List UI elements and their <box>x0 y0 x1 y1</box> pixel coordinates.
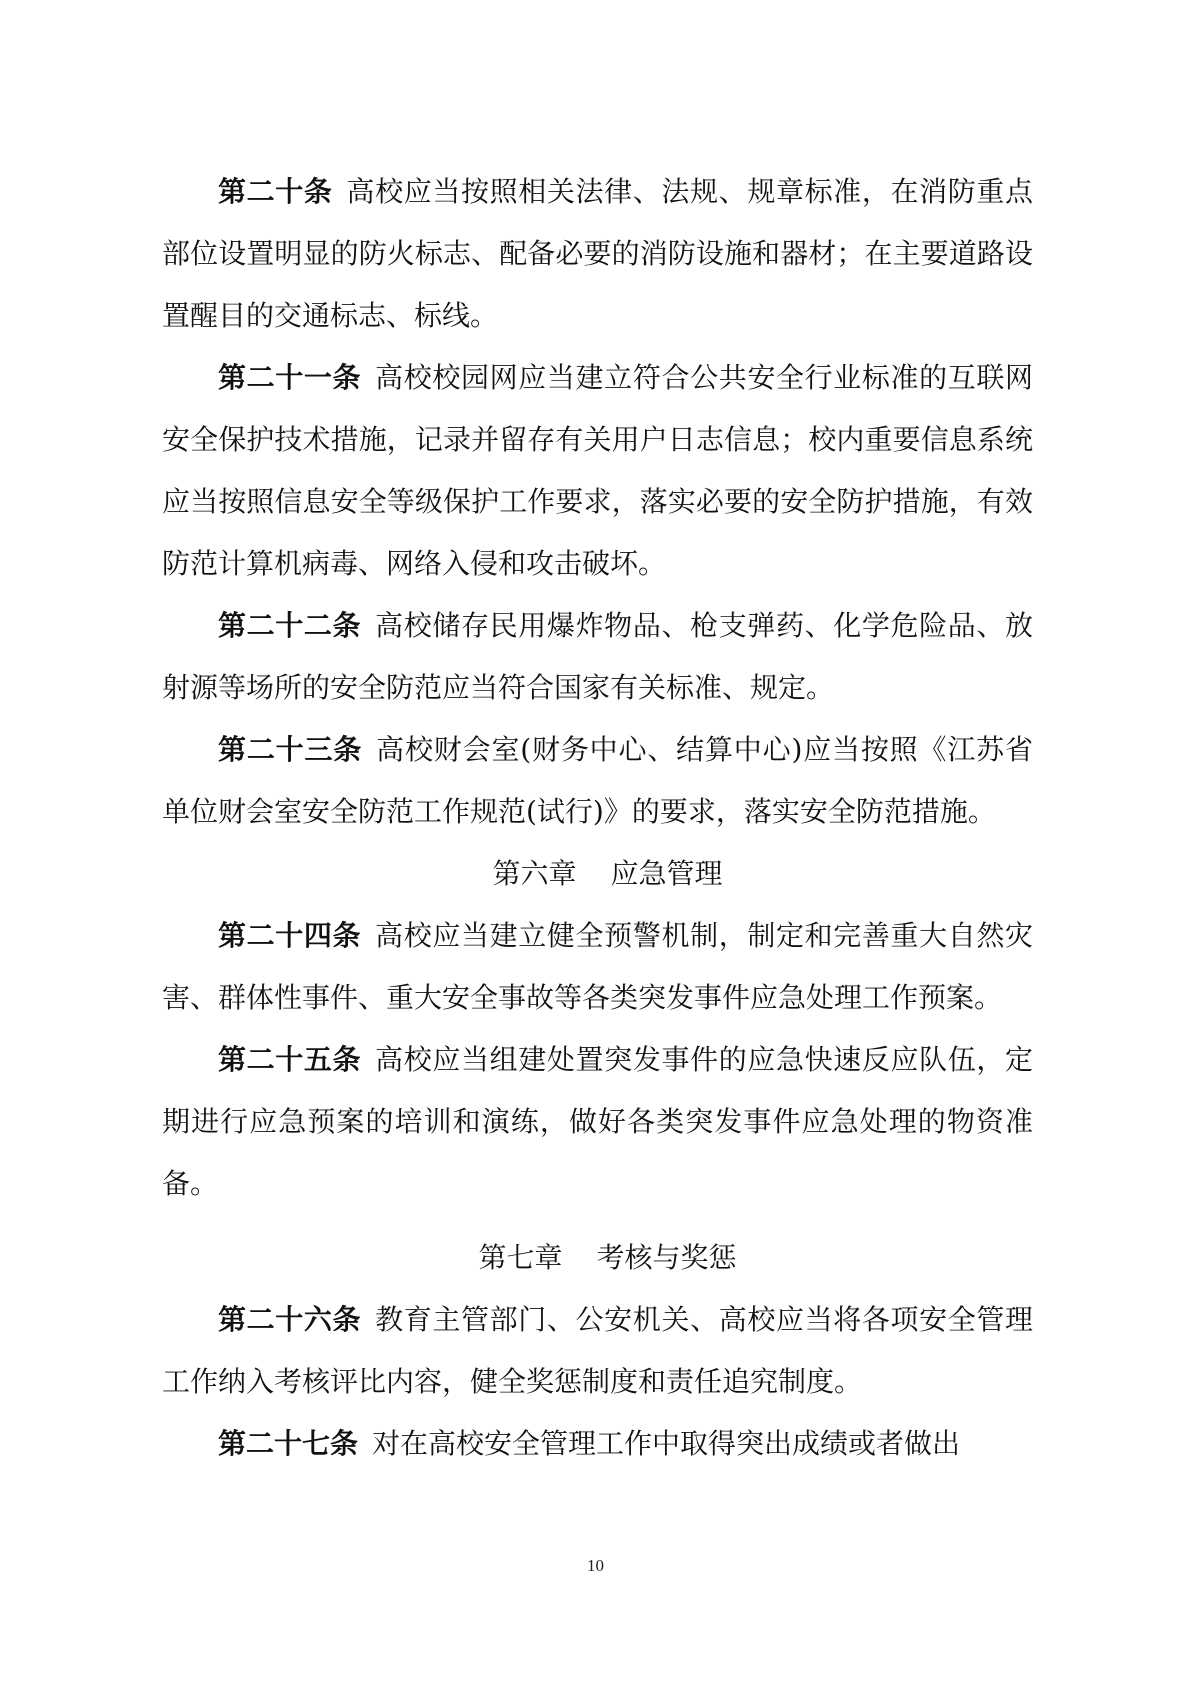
article-text: 高校财会室(财务中心、结算中心)应当按照《江苏省单位财会室安全防范工作规范(试行)》的要求，落实安全防范措施。 <box>162 733 1033 828</box>
article-20 <box>162 161 1033 347</box>
article-text: 教育主管部门、公安机关、高校应当将各项安全管理工作纳入考核评比内容，健全奖惩制度和责任追究制度。 <box>162 1303 1033 1398</box>
chapter-title: 应急管理 <box>610 857 723 890</box>
article-text: 对在高校安全管理工作中取得突出成绩或者做出 <box>372 1427 961 1460</box>
chapter-number: 第七章 <box>478 1241 563 1274</box>
chapter-number: 第六章 <box>492 857 577 890</box>
article-number: 第二十二条 <box>218 609 362 642</box>
article-text: 高校校园网应当建立符合公共安全行业标准的互联网安全保护技术措施，记录并留存有关用户日志信息；校内重要信息系统应当按照信息安全等级保护工作要求，落实必要的安全防护措施，有效防范计算机病毒、网络入侵和攻击破坏。 <box>162 361 1033 580</box>
article-number: 第二十四条 <box>218 919 362 952</box>
article-26 <box>162 1289 1033 1413</box>
article-text: 高校应当建立健全预警机制，制定和完善重大自然灾害、群体性事件、重大安全事故等各类突发事件应急处理工作预案。 <box>162 919 1033 1014</box>
article-21 <box>162 347 1033 595</box>
chapter-heading-6 <box>162 843 1033 905</box>
article-number: 第二十五条 <box>218 1043 362 1076</box>
chapter-title: 考核与奖惩 <box>596 1241 737 1274</box>
article-24 <box>162 905 1033 1029</box>
article-text: 高校应当按照相关法律、法规、规章标准，在消防重点部位设置明显的防火标志、配备必要的消防设施和器材；在主要道路设置醒目的交通标志、标线。 <box>162 175 1033 332</box>
article-23 <box>162 719 1033 843</box>
article-22 <box>162 595 1033 719</box>
article-27 <box>162 1413 1033 1475</box>
article-number: 第二十六条 <box>218 1303 362 1336</box>
page-number: 10 <box>587 1556 604 1575</box>
document-body <box>162 161 1033 1475</box>
chapter-heading-7 <box>162 1227 1033 1289</box>
article-text: 高校应当组建处置突发事件的应急快速反应队伍，定期进行应急预案的培训和演练，做好各类突发事件应急处理的物资准备。 <box>162 1043 1033 1200</box>
article-25 <box>162 1029 1033 1215</box>
article-text: 高校储存民用爆炸物品、枪支弹药、化学危险品、放射源等场所的安全防范应当符合国家有关标准、规定。 <box>162 609 1033 704</box>
article-number: 第二十一条 <box>218 361 362 394</box>
article-number: 第二十三条 <box>218 733 363 766</box>
article-number: 第二十条 <box>218 175 333 208</box>
article-number: 第二十七条 <box>218 1427 359 1460</box>
